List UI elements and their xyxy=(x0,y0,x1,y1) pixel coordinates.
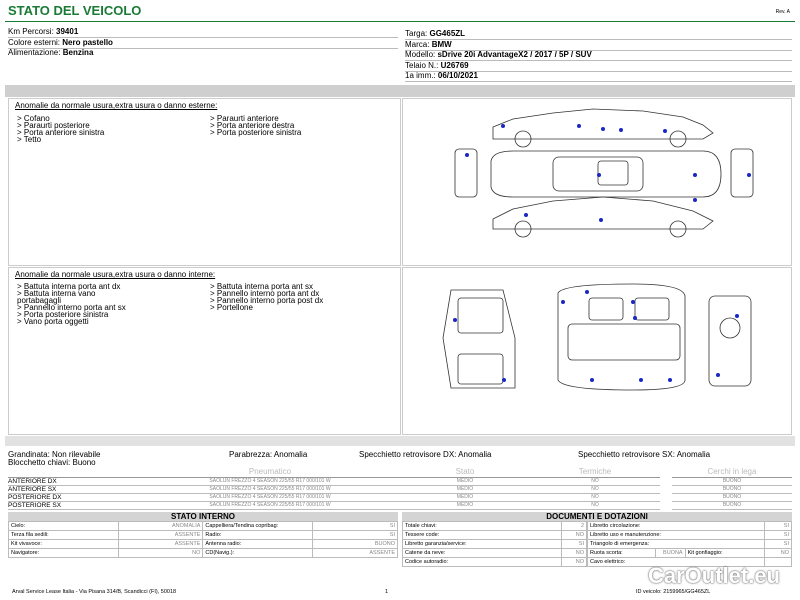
damage-marker xyxy=(453,318,457,322)
damage-marker xyxy=(619,128,623,132)
page-title: STATO DEL VEICOLO xyxy=(8,3,142,18)
documenti-table-left xyxy=(402,521,587,567)
list-item: > Pannello interno porta ant dx xyxy=(210,289,320,298)
damage-marker xyxy=(663,129,667,133)
table-row: POSTERIORE DX SAOLUN FREZZO 4 SEASON 225/55 R17 000/101 W MEDIO NO BUONO xyxy=(8,493,792,501)
external-diagram-panel xyxy=(402,98,792,266)
damage-marker xyxy=(599,218,603,222)
list-item: > Portellone xyxy=(210,303,253,312)
summary-bar xyxy=(5,436,795,446)
damage-marker xyxy=(524,213,528,217)
make-row: Marca: BMW xyxy=(405,40,792,51)
table-row: Triangolo di emergenza: SI xyxy=(588,540,792,549)
list-item: > Vano porta oggetti xyxy=(17,317,89,326)
table-row: Cielo: ANOMALIA Cappelliera/Tendina copribag: SI xyxy=(9,522,398,531)
external-damage-title: Anomalie da normale usura,extra usura o danno esterne: xyxy=(15,101,218,110)
stato-interno-header: STATO INTERNO xyxy=(8,512,398,521)
damage-marker xyxy=(639,378,643,382)
table-row: Terza fila sedili: ASSENTE Radio: SI xyxy=(9,531,398,540)
list-item: > Porta anteriore destra xyxy=(210,121,295,130)
table-row: Tessere code: NO xyxy=(403,531,587,540)
list-item: > Battuta interna vano xyxy=(17,289,96,298)
documenti-table-right xyxy=(587,521,792,567)
table-row: Libretto uso e manutenzione: SI xyxy=(588,531,792,540)
chassis-row: Telaio N.: U26769 xyxy=(405,61,792,72)
table-row: Navigatore: NO CD(Navig.): ASSENTE xyxy=(9,549,398,558)
mirror-sx-status: Specchietto retrovisore SX: Anomalia xyxy=(578,450,711,459)
table-row: Ruota scorta: BUONA Kit gonfiaggio: NO xyxy=(588,549,792,558)
damage-marker xyxy=(633,316,637,320)
tyres-table xyxy=(8,467,792,510)
color-row: Colore esterni: Nero pastello xyxy=(8,38,398,49)
table-row: POSTERIORE SX SAOLUN FREZZO 4 SEASON 225/55 R17 000/101 W MEDIO NO BUONO xyxy=(8,501,792,509)
fuel-row: Alimentazione: Benzina xyxy=(8,48,94,57)
internal-damage-list-2 xyxy=(210,283,323,311)
list-item: > Battuta interna porta ant dx xyxy=(17,282,121,291)
table-row: Totale chiavi: 2 xyxy=(403,522,587,531)
plate-value: GG465ZL xyxy=(429,29,466,38)
list-item: > Porta posteriore sinistra xyxy=(210,128,302,137)
internal-damage-title: Anomalie da normale usura,extra usura o danno interne: xyxy=(15,270,216,279)
external-damage-list-1 xyxy=(17,115,104,143)
damage-marker xyxy=(502,378,506,382)
damage-marker xyxy=(668,378,672,382)
damage-marker xyxy=(561,300,565,304)
documenti-header: DOCUMENTI E DOTAZIONI xyxy=(402,512,792,521)
car-interior-diagram xyxy=(403,268,793,436)
grandinata-status: Grandinata: Non rilevabile xyxy=(8,450,101,459)
list-item: > Porta posteriore sinistra xyxy=(17,310,109,319)
list-item: > Porta anteriore sinistra xyxy=(17,128,105,137)
list-item: portabagagli xyxy=(17,296,62,305)
table-row: Kit vivavoce: ASSENTE Antenna radio: BUONO xyxy=(9,540,398,549)
damage-marker xyxy=(631,300,635,304)
list-item: > Tetto xyxy=(17,135,42,144)
damage-marker xyxy=(735,314,739,318)
table-row: Catene da neve: NO xyxy=(403,549,587,558)
damage-marker xyxy=(501,124,505,128)
make-value: BMW xyxy=(431,40,452,49)
damage-marker xyxy=(716,373,720,377)
mirror-dx-status: Specchietto retrovisore DX: Anomalia xyxy=(359,450,492,459)
damage-marker xyxy=(465,153,469,157)
damage-marker xyxy=(590,378,594,382)
table-row: Cavo elettrico: xyxy=(588,558,792,567)
parabrezza-status: Parabrezza: Anomalia xyxy=(229,450,308,459)
stato-header: Stato xyxy=(400,467,530,477)
key-block-status: Blocchetto chiavi: Buono xyxy=(8,458,96,467)
list-item: > Pannello interno porta ant sx xyxy=(17,303,126,312)
internal-damage-panel xyxy=(8,267,401,435)
damage-marker xyxy=(601,127,605,131)
table-row: Libretto circolazione: SI xyxy=(588,522,792,531)
list-item: > Cofano xyxy=(17,114,50,123)
list-item: > Battuta interna porta ant sx xyxy=(210,282,313,291)
stato-interno-table xyxy=(8,521,398,558)
car-exterior-diagram xyxy=(403,99,793,267)
registration-value: 06/10/2021 xyxy=(437,71,478,80)
damage-marker xyxy=(693,173,697,177)
internal-diagram-panel xyxy=(402,267,792,435)
list-item: > Paraurti posteriore xyxy=(17,121,90,130)
section-bar xyxy=(5,85,795,97)
damage-marker xyxy=(585,290,589,294)
footer-vehicle-id: ID veicolo: 2159965/GG465ZL xyxy=(636,589,711,595)
tyre-header: Pneumatico xyxy=(140,467,400,477)
damage-marker xyxy=(577,124,581,128)
damage-marker xyxy=(693,198,697,202)
title-rule xyxy=(5,21,795,22)
table-row: ANTERIORE SX SAOLUN FREZZO 4 SEASON 225/55 R17 000/101 W MEDIO NO BUONO xyxy=(8,485,792,493)
termiche-header: Termiche xyxy=(530,467,660,477)
external-damage-list-2 xyxy=(210,115,301,136)
footer-company: Arval Service Lease Italia - Via Pisana 314/B, Scandicci (FI), 50018 xyxy=(12,589,177,595)
footer-page-number: 1 xyxy=(385,589,389,595)
model-value: sDrive 20i AdvantageX2 / 2017 / 5P / SUV xyxy=(437,50,592,59)
damage-marker xyxy=(597,173,601,177)
external-damage-panel xyxy=(8,98,401,266)
table-header xyxy=(8,467,792,477)
table-row: Codice autoradio: NO xyxy=(403,558,587,567)
revision-label: Rev. A xyxy=(775,9,790,15)
table-row: Libretto garanzia/service: SI xyxy=(403,540,587,549)
fuel-value: Benzina xyxy=(62,48,94,57)
list-item: > Pannello interno porta post dx xyxy=(210,296,324,305)
color-value: Nero pastello xyxy=(62,38,113,47)
km-value: 39401 xyxy=(56,27,79,36)
table-row: ANTERIORE DX SAOLUN FREZZO 4 SEASON 225/55 R17 000/101 W MEDIO NO BUONO xyxy=(8,477,792,485)
internal-damage-list-1 xyxy=(17,283,126,325)
registration-row: 1a imm.: 06/10/2021 xyxy=(405,71,792,82)
model-row: Modello: sDrive 20i AdvantageX2 / 2017 / 5P / SUV xyxy=(405,50,792,61)
damage-marker xyxy=(747,173,751,177)
km-row: Km Percorsi: 39401 xyxy=(8,27,398,38)
cerchi-header: Cerchi in lega xyxy=(672,467,792,477)
watermark-logo: CarOutlet.eu xyxy=(647,563,780,588)
plate-row: Targa: GG465ZL xyxy=(405,29,792,40)
chassis-value: U26769 xyxy=(440,61,469,70)
list-item: > Paraurti anteriore xyxy=(210,114,279,123)
